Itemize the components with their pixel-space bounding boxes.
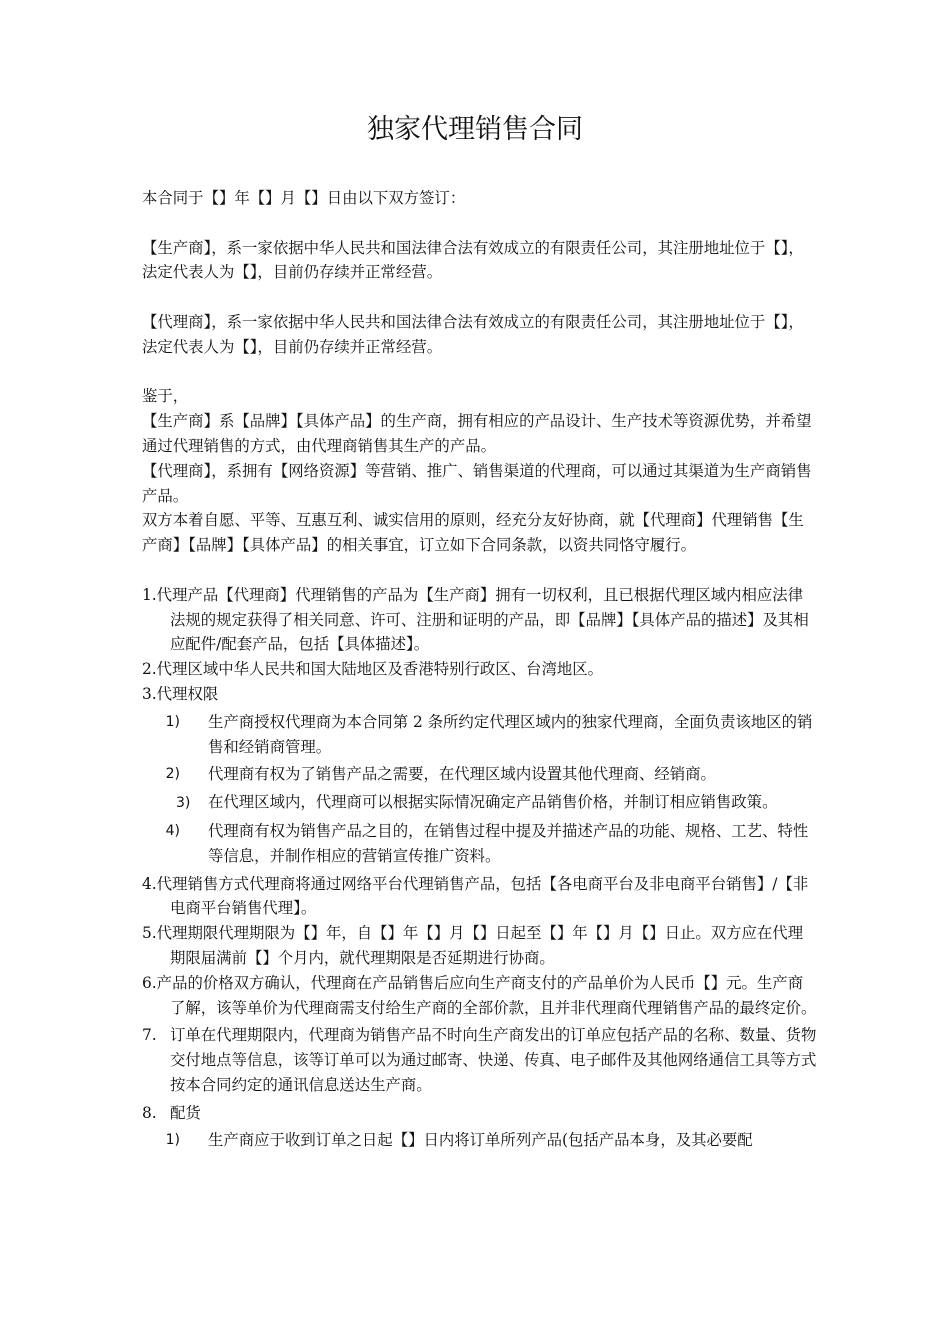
clause-5: 5.代理期限代理期限为【】年，自【】年【】月【】日起至【】年【】月【】日止。双方应在代理期限届满前【】个月内，就代理期限是否延期进行协商。 [142, 924, 804, 967]
item-number: 2) [165, 766, 180, 783]
clause-text: 订单在代理期限内，代理商为销售产品不时向生产商发出的订单应包括产品的名称、数量、货物交付地点等信息，该等订单可以为通过邮寄、快递、传真、电子邮件及其他网络通信工具等方式按本合同约定的通讯信息送达生产商。 [170, 1026, 817, 1094]
party-a-paragraph: 【生产商】，系一家依据中华人民共和国法律合法有效成立的有限责任公司，其注册地址位于【】，法定代表人为【】，目前仍存续并正常经营。 [142, 238, 804, 282]
item-number: 4) [165, 822, 180, 839]
item-text: 代理商有权为了销售产品之需要，在代理区域内设置其他代理商、经销商。 [208, 765, 716, 784]
clause-2: 2.代理区域中华人民共和国大陆地区及香港特别行政区、台湾地区。 [142, 660, 604, 679]
item-text: 代理商有权为销售产品之目的，在销售过程中提及并描述产品的功能、规格、工艺、特性等信息，并制作相应的营销宣传推广资料。 [208, 821, 809, 865]
whereas-paragraph: 【代理商】，系拥有【网络资源】等营销、推广、销售渠道的代理商，可以通过其渠道为生产商销售产品。 [142, 461, 812, 505]
clause-7 [142, 1023, 818, 1097]
item-text: 生产商应于收到订单之日起【】日内将订单所列产品(包括产品本身，及其必要配 [208, 1131, 753, 1150]
intro-paragraph: 本合同于【】年【】月【】日由以下双方签订： [142, 189, 466, 207]
clause-number: 7. [142, 1026, 157, 1045]
item-number: 1) [165, 1132, 180, 1149]
whereas-paragraph: 双方本着自愿、平等、互惠互利、诚实信用的原则，经充分友好协商，就【代理商】代理销售【生产商】【品牌】【具体产品】的相关事宜，订立如下合同条款，以资共同恪守履行。 [142, 511, 804, 555]
document-title: 独家代理销售合同 [367, 114, 583, 145]
clause-8-item [142, 1128, 818, 1153]
item-number: 3) [176, 795, 191, 812]
clause-3-item [142, 819, 818, 869]
clause-6: 6.产品的价格双方确认，代理商在产品销售后应向生产商支付的产品单价为人民币【】元。生产商了解，该等单价为代理商需支付给生产商的全部价款，且并非代理商代理销售产品的最终定价。 [142, 973, 817, 1017]
item-text: 在代理区域内，代理商可以根据实际情况确定产品销售价格，并制订相应销售政策。 [208, 793, 778, 812]
whereas-label: 鉴于， [142, 387, 189, 406]
clause-number: 8. [142, 1103, 157, 1122]
clause-8 [142, 1101, 818, 1126]
clause-text: 配货 [170, 1103, 201, 1122]
item-number: 1) [165, 713, 180, 730]
clause-4: 4.代理销售方式代理商将通过网络平台代理销售产品，包括【各电商平台及非电商平台销售】/【非电商平台销售代理】。 [142, 874, 809, 918]
clause-3-item [142, 790, 818, 816]
clause-3-item [142, 710, 818, 760]
whereas-paragraph: 【生产商】系【品牌】【具体产品】的生产商，拥有相应的产品设计、生产技术等资源优势，并希望通过代理销售的方式，由代理商销售其生产的产品。 [142, 412, 812, 455]
clause-3: 3.代理权限 [142, 684, 219, 703]
item-text: 生产商授权代理商为本合同第 2 条所约定代理区域内的独家代理商，全面负责该地区的销售和经销商管理。 [208, 712, 813, 756]
party-b-paragraph: 【代理商】，系一家依据中华人民共和国法律合法有效成立的有限责任公司，其注册地址位于【】，法定代表人为【】，目前仍存续并正常经营。 [142, 312, 804, 356]
clause-3-item [142, 762, 818, 787]
clause-1: 1.代理产品【代理商】代理销售的产品为【生产商】拥有一切权利，且已根据代理区域内相应法律法规的规定获得了相关同意、许可、注册和证明的产品，即【品牌】【具体产品的描述】及其相应配件/配套产品，包括【具体描述】。 [142, 585, 809, 654]
document-body [142, 186, 818, 1156]
